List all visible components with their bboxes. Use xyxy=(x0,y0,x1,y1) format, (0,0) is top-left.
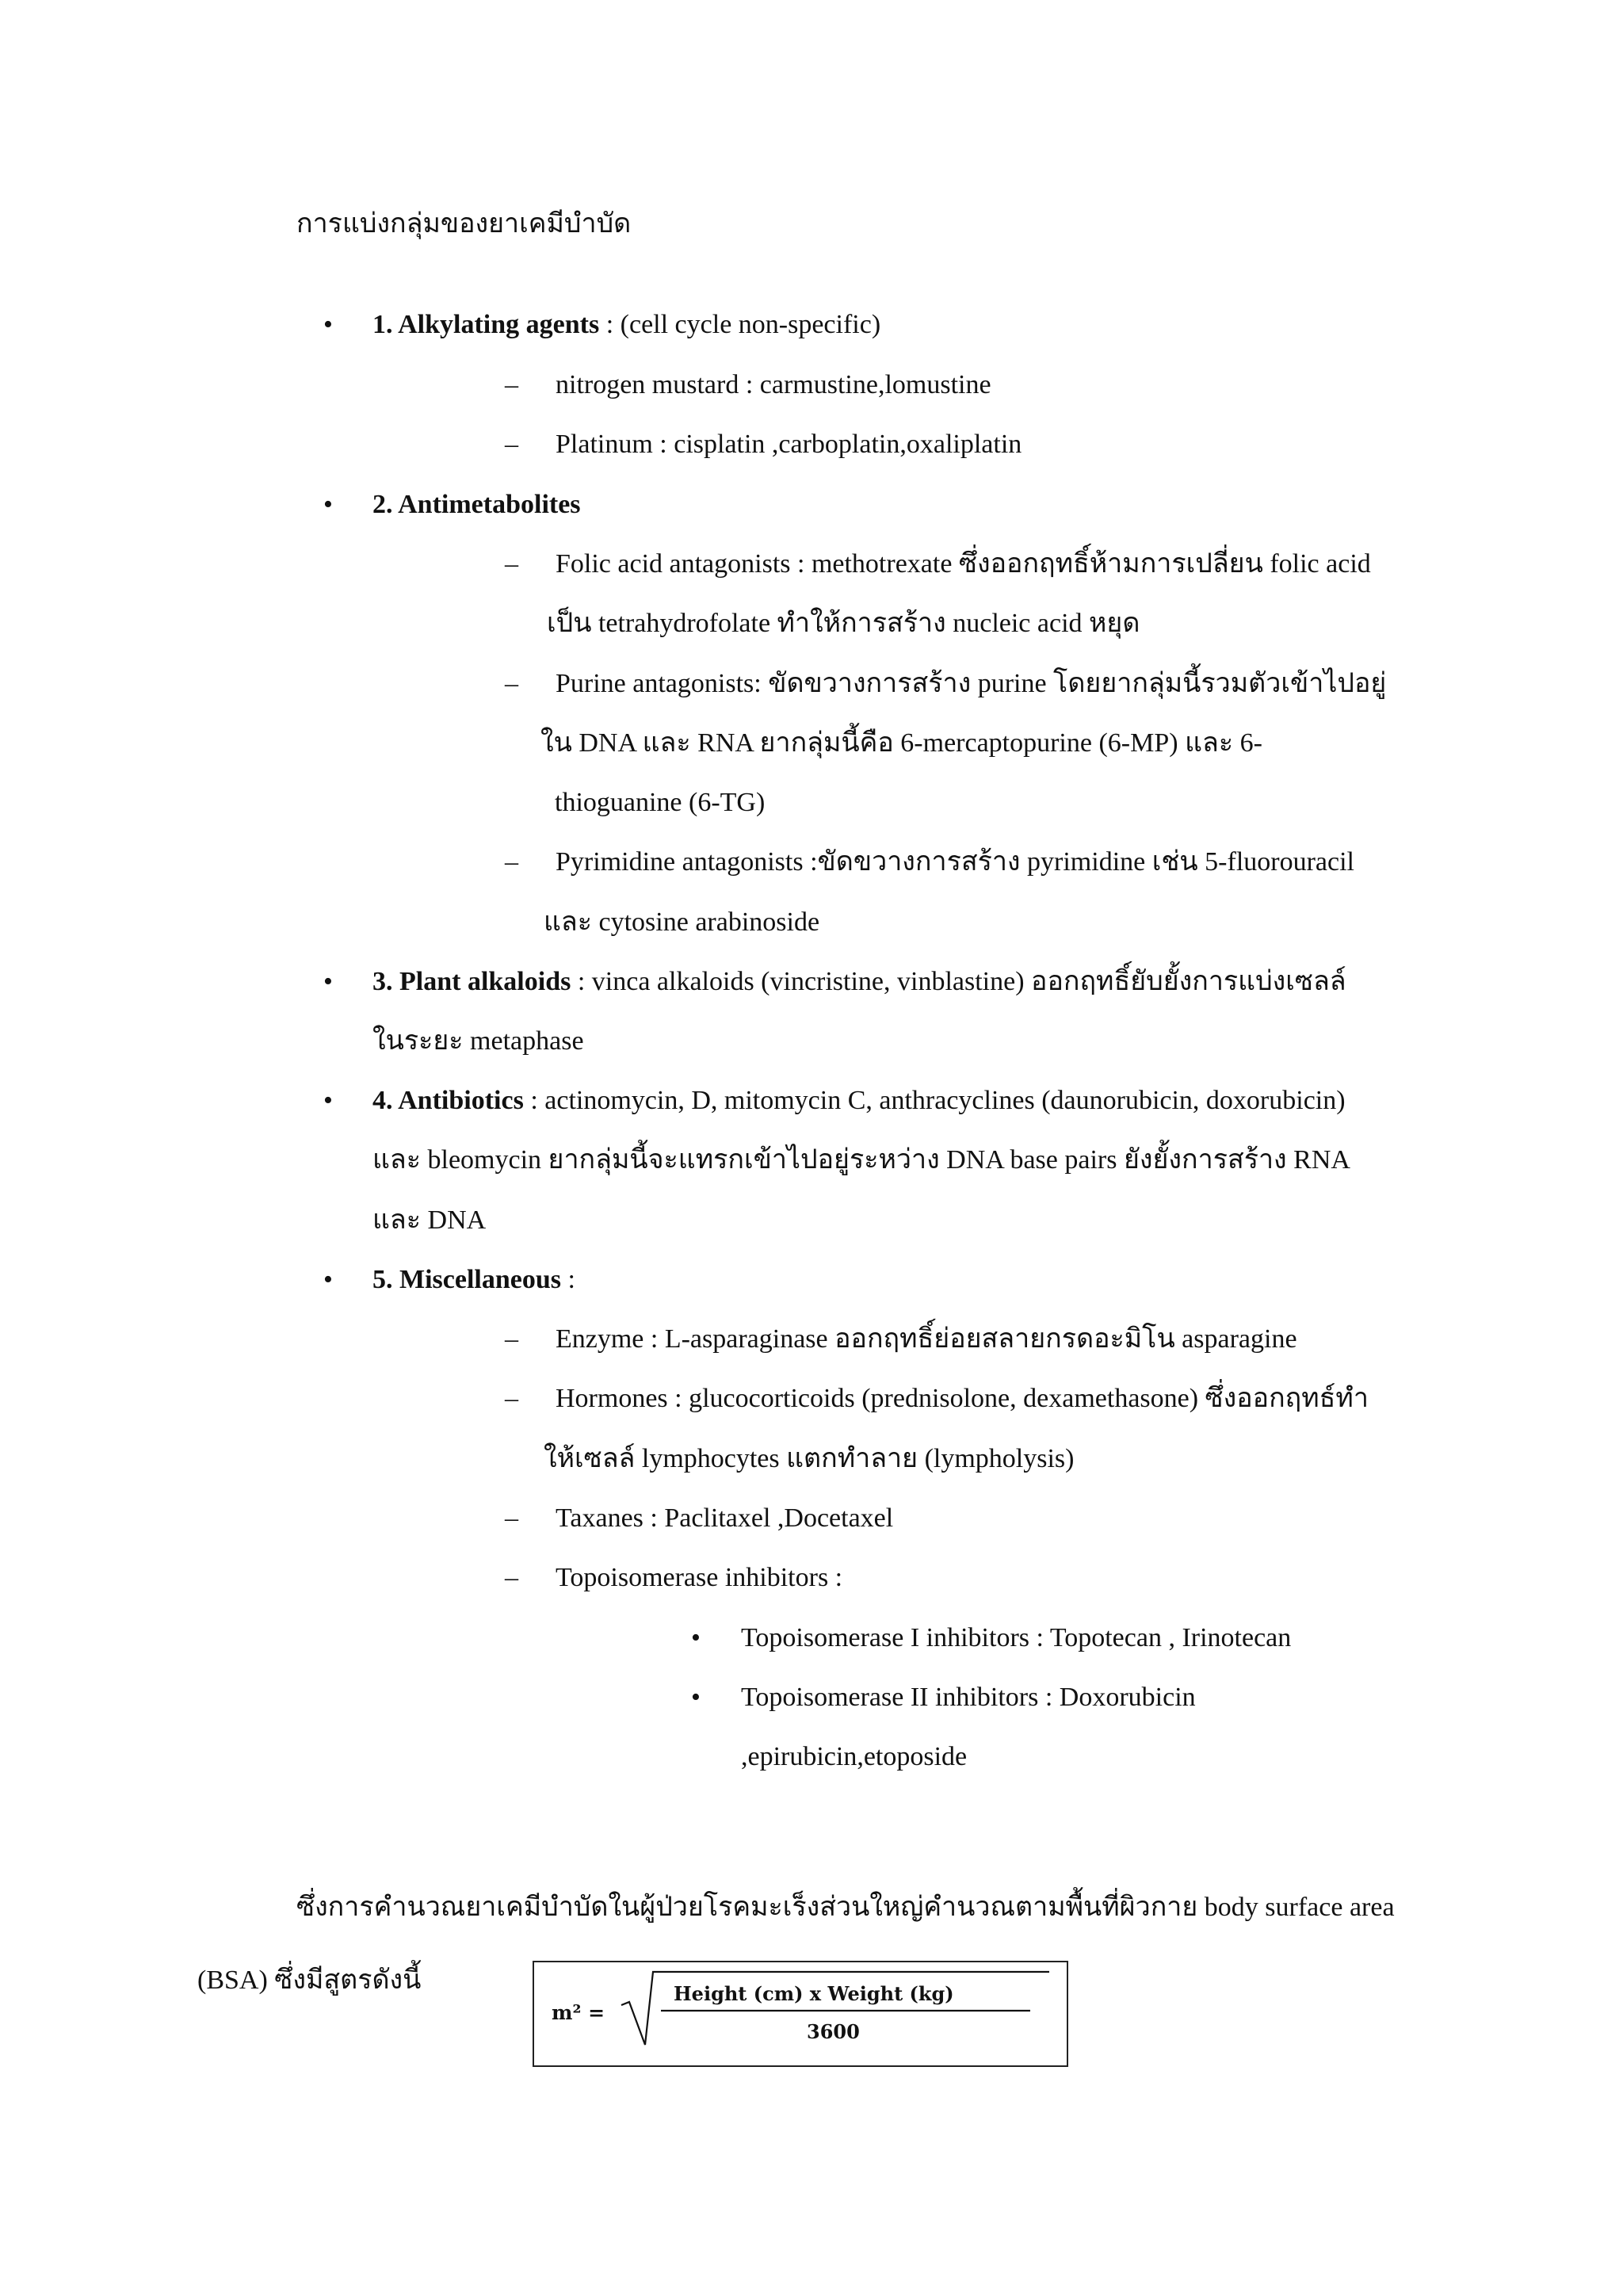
group-1-item-2: Platinum : cisplatin ,carboplatin,oxaliplatin xyxy=(556,430,1022,459)
dash-5-4: – xyxy=(505,1563,518,1592)
group-4-line-1 xyxy=(372,1085,1346,1117)
group-5-item-2-line-1: Hormones : glucocorticoids (prednisolone, dexamethasone) ซึ่งออกฤทธ์ทำ xyxy=(556,1384,1369,1413)
group-2-item-3-line-1: Pyrimidine antagonists :ขัดขวางการสร้าง pyrimidine เช่น 5-fluorouracil xyxy=(556,847,1354,877)
group-2-item-2-line-3: thioguanine (6-TG) xyxy=(555,788,766,817)
group-5-item-3: Taxanes : Paclitaxel ,Docetaxel xyxy=(556,1503,894,1533)
group-3-heading: 3. Plant alkaloids xyxy=(372,967,571,996)
group-5-line xyxy=(372,1264,575,1296)
group-4-line-3: และ DNA xyxy=(372,1205,487,1235)
group-2-item-2-line-1: Purine antagonists: ขัดขวางการสร้าง purine โดยยากลุ่มนี้รวมตัวเข้าไปอยู่ xyxy=(556,669,1387,698)
bsa-formula xyxy=(533,1961,1068,2067)
bullet-1: • xyxy=(323,310,333,339)
group-1-rest: : (cell cycle non-specific) xyxy=(599,310,881,339)
group-3-line-2: ในระยะ metaphase xyxy=(372,1026,584,1056)
group-3-line-1 xyxy=(372,966,1346,998)
group-2-heading: 2. Antimetabolites xyxy=(372,490,581,519)
group-2-item-1-line-2: เป็น tetrahydrofolate ทำให้การสร้าง nucleic acid หยุด xyxy=(547,609,1140,638)
bullet-2: • xyxy=(323,490,333,519)
group-5-rest: : xyxy=(560,1265,575,1294)
bsa-paragraph-line-1: ซึ่งการคำนวณยาเคมีบำบัดในผู้ป่วยโรคมะเร็งส่วนใหญ่คำนวณตามพื้นที่ผิวกาย body surface area xyxy=(296,1893,1395,1922)
formula-denominator: 3600 xyxy=(807,2020,860,2043)
group-2-item-1-line-1: Folic acid antagonists : methotrexate ซึ่งออกฤทธิ์ห้ามการเปลี่ยน folic acid xyxy=(556,549,1371,579)
dash-2-1: – xyxy=(505,549,518,579)
group-5-item-4: Topoisomerase inhibitors : xyxy=(556,1563,843,1592)
sub-item-2-line-2: ,epirubicin,etoposide xyxy=(741,1742,968,1771)
sub-item-2-line-1: Topoisomerase II inhibitors : Doxorubicin xyxy=(741,1683,1196,1712)
group-1-item-1: nitrogen mustard : carmustine,lomustine xyxy=(556,370,991,399)
sub-item-1: Topoisomerase I inhibitors : Topotecan , Irinotecan xyxy=(741,1623,1292,1652)
group-3-rest: : vinca alkaloids (vincristine, vinblastine) ออกฤทธิ์ยับยั้งการแบ่งเซลล์ xyxy=(571,967,1346,996)
dash-2-3: – xyxy=(505,847,518,877)
bsa-paragraph-line-2: (BSA) ซึ่งมีสูตรดังนี้ xyxy=(197,1966,422,1995)
group-4-line-2: และ bleomycin ยากลุ่มนี้จะแทรกเข้าไปอยู่ระหว่าง DNA base pairs ยังยั้งการสร้าง RNA xyxy=(372,1145,1350,1175)
group-1-heading: 1. Alkylating agents xyxy=(372,310,600,339)
formula-lhs: m² = xyxy=(552,2001,605,2024)
dash-1-2: – xyxy=(505,430,518,459)
page-title: การแบ่งกลุ่มของยาเคมีบำบัด xyxy=(296,209,632,239)
sub-bullet-2: • xyxy=(691,1683,701,1712)
group-2-item-2-line-2: ใน DNA และ RNA ยากลุ่มนี้คือ 6-mercaptopurine (6-MP) และ 6- xyxy=(540,728,1262,758)
dash-2-2: – xyxy=(505,669,518,698)
bullet-4: • xyxy=(323,1086,333,1115)
group-5-heading: 5. Miscellaneous xyxy=(372,1265,561,1294)
group-2-item-3-line-2: และ cytosine arabinoside xyxy=(544,907,820,937)
dash-5-2: – xyxy=(505,1384,518,1413)
dash-5-1: – xyxy=(505,1324,518,1354)
group-4-rest: : actinomycin, D, mitomycin C, anthracyclines (daunorubicin, doxorubicin) xyxy=(523,1086,1346,1115)
dash-1-1: – xyxy=(505,370,518,399)
group-4-heading: 4. Antibiotics xyxy=(372,1086,524,1115)
formula-numerator: Height (cm) x Weight (kg) xyxy=(674,1982,954,2005)
dash-5-3: – xyxy=(505,1503,518,1533)
group-5-item-2-line-2: ให้เซลล์ lymphocytes แตกทำลาย (lympholysis) xyxy=(544,1444,1075,1473)
bullet-3: • xyxy=(323,967,333,996)
group-5-item-1: Enzyme : L-asparaginase ออกฤทธิ์ย่อยสลายกรดอะมิโน asparagine xyxy=(556,1324,1297,1354)
group-1-line xyxy=(372,309,880,341)
sub-bullet-1: • xyxy=(691,1623,701,1652)
bullet-5: • xyxy=(323,1265,333,1294)
